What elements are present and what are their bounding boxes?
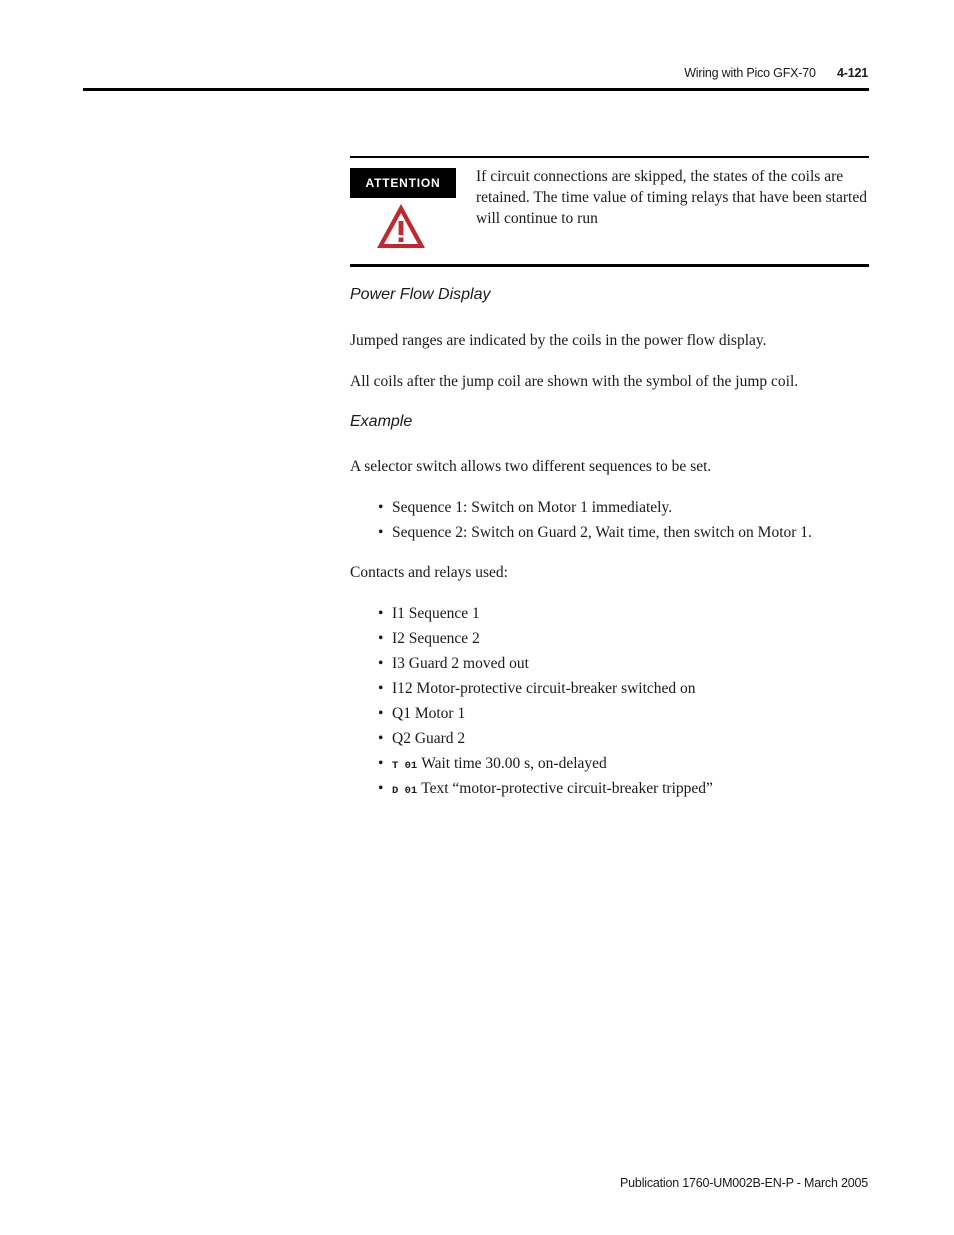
page-footer: Publication 1760-UM002B-EN-P - March 2005 bbox=[620, 1176, 868, 1190]
list-item: • D 01 Text “motor-protective circuit-breaker tripped” bbox=[378, 780, 713, 797]
power-flow-heading: Power Flow Display bbox=[350, 286, 491, 303]
example-heading: Example bbox=[350, 413, 413, 430]
contacts-intro: Contacts and relays used: bbox=[350, 564, 508, 581]
bullet-icon: • bbox=[378, 605, 384, 622]
attention-text: If circuit connections are skipped, the states of the coils are retained. The time value of timing relays that have been started will continue to run bbox=[476, 168, 867, 227]
list-item: • I12 Motor-protective circuit-breaker switched on bbox=[378, 680, 696, 697]
example-intro: A selector switch allows two different sequences to be set. bbox=[350, 458, 712, 475]
list-item: • Sequence 1: Switch on Motor 1 immediately. bbox=[378, 499, 673, 516]
sequence-list bbox=[378, 498, 812, 548]
list-item: • I1 Sequence 1 bbox=[378, 605, 480, 622]
attention-bottom-rule bbox=[350, 264, 869, 267]
list-item: • Sequence 2: Switch on Guard 2, Wait time, then switch on Motor 1. bbox=[378, 524, 812, 541]
relay-code: T 01 bbox=[392, 760, 418, 772]
attention-box bbox=[350, 156, 869, 267]
attention-top-rule bbox=[350, 156, 869, 158]
bullet-icon: • bbox=[378, 705, 384, 722]
power-flow-paragraph-2: All coils after the jump coil are shown with the symbol of the jump coil. bbox=[350, 373, 799, 390]
power-flow-paragraph-1: Jumped ranges are indicated by the coils in the power flow display. bbox=[350, 332, 767, 349]
list-item: • I3 Guard 2 moved out bbox=[378, 655, 529, 672]
bullet-icon: • bbox=[378, 680, 384, 697]
bullet-icon: • bbox=[378, 655, 384, 672]
list-item: • Q1 Motor 1 bbox=[378, 705, 466, 722]
header-rule bbox=[83, 88, 869, 91]
page-header bbox=[684, 66, 868, 80]
header-section-title: Wiring with Pico GFX-70 bbox=[684, 66, 816, 80]
relay-code: D 01 bbox=[392, 785, 418, 797]
list-item: • T 01 Wait time 30.00 s, on-delayed bbox=[378, 755, 607, 772]
list-item: • I2 Sequence 2 bbox=[378, 630, 480, 647]
warning-triangle-icon bbox=[374, 201, 428, 251]
bullet-icon: • bbox=[378, 755, 384, 772]
list-item: • Q2 Guard 2 bbox=[378, 730, 466, 747]
attention-label: ATTENTION bbox=[350, 168, 456, 198]
bullet-icon: • bbox=[378, 780, 384, 797]
bullet-icon: • bbox=[378, 499, 384, 516]
bullet-icon: • bbox=[378, 730, 384, 747]
bullet-icon: • bbox=[378, 630, 384, 647]
bullet-icon: • bbox=[378, 524, 384, 541]
page-number: 4-121 bbox=[837, 66, 868, 80]
contacts-list bbox=[378, 604, 713, 804]
